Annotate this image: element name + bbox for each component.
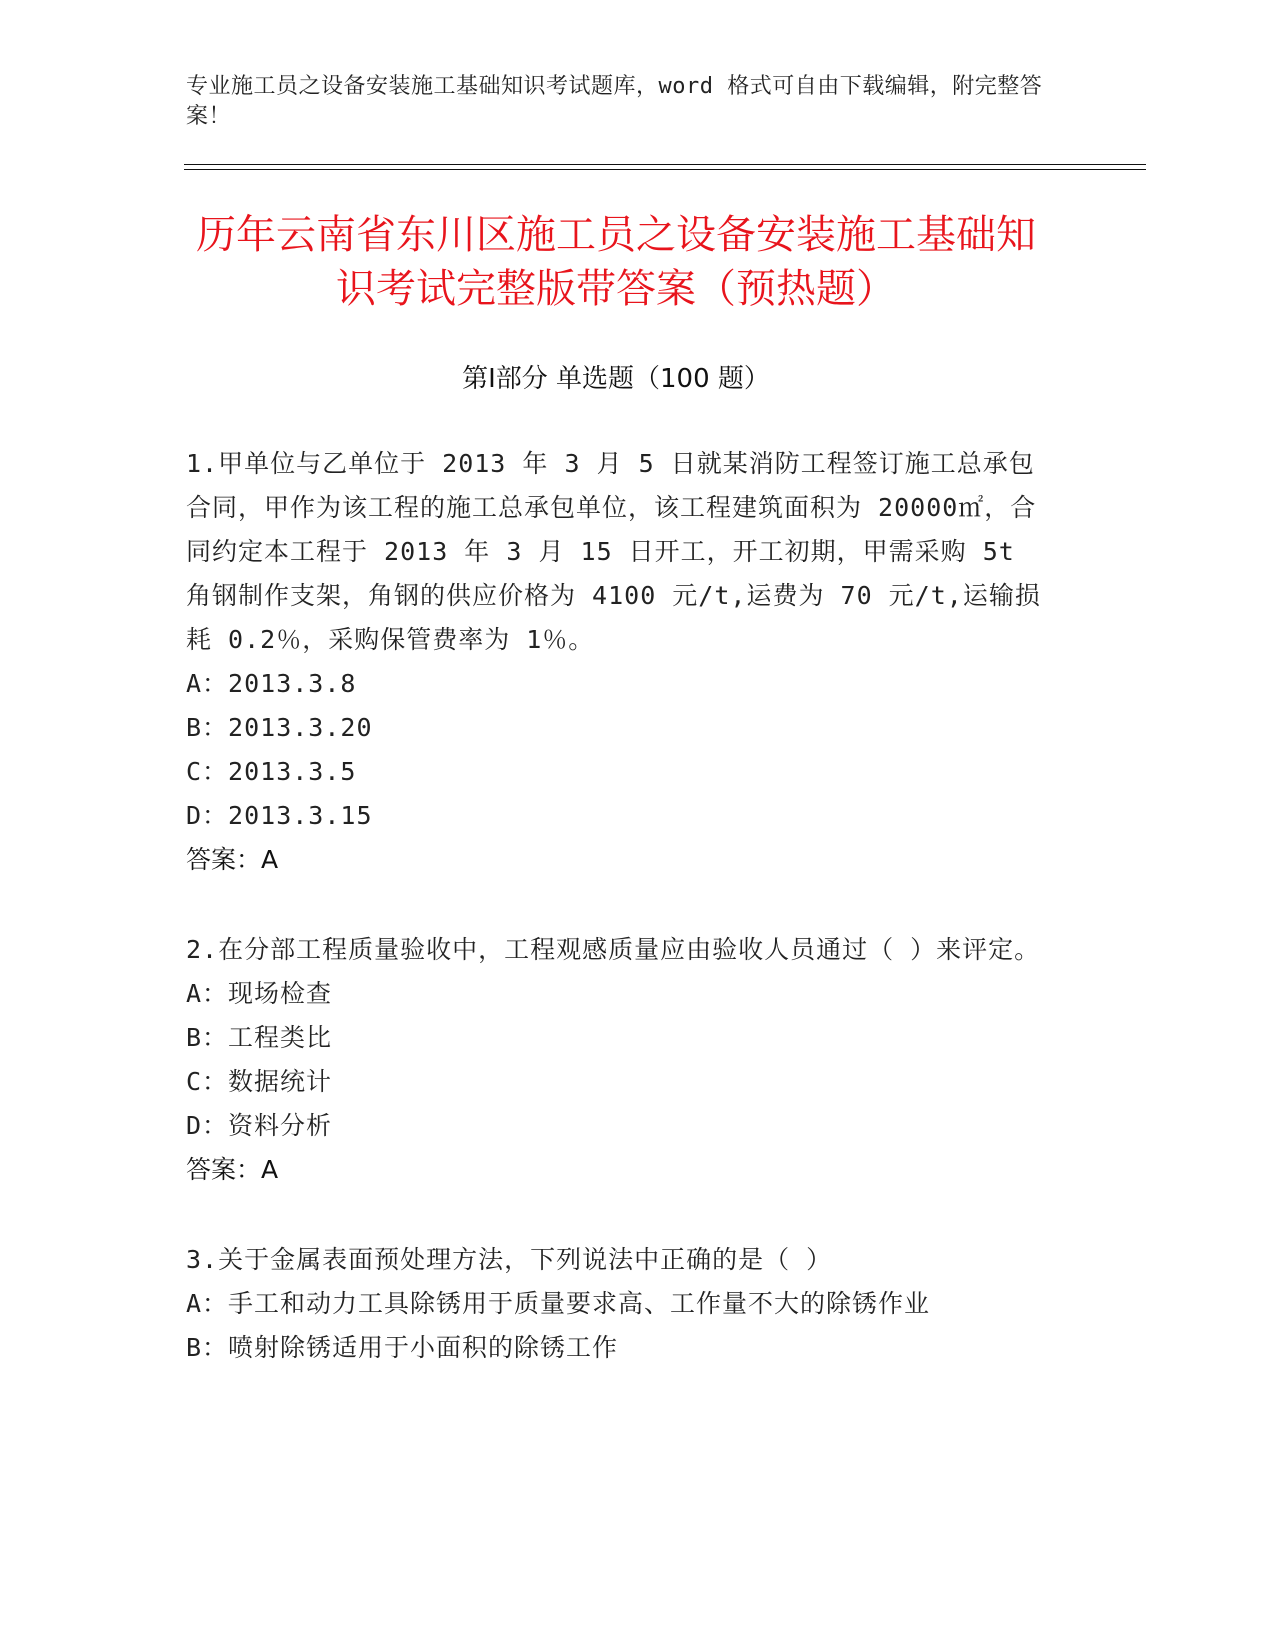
option-b: B：2013.3.20 [186,713,373,742]
option-b: B：工程类比 [186,1023,333,1052]
document-title: 历年云南省东川区施工员之设备安装施工基础知识考试完整版带答案（预热题） [196,212,1036,312]
header-rule-bottom [184,169,1146,170]
option-c: C：数据统计 [186,1067,333,1096]
question-stem: 1.甲单位与乙单位于 2013 年 3 月 5 日就某消防工程签订施工总承包合同，甲作为该工程的施工总承包单位，该工程建筑面积为 20000㎡，合同约定本工程于 2013 年 3 月 15 日开工，开工初期，甲需采购 5t 角钢制作支架，角钢的供应价格为 4100 元/t,运费为 70 元/t,运输损耗 0.2％，采购保管费率为 1％。 [186,449,1041,654]
question-3 [186,1238,1095,1370]
question-2 [186,928,1095,1192]
option-a: A：现场检查 [186,979,333,1008]
header-rules [184,164,1146,170]
answer: 答案：A [186,845,279,874]
answer: 答案：A [186,1155,279,1184]
question-stem: 2.在分部工程质量验收中，工程观感质量应由验收人员通过（ ）来评定。 [186,935,1041,964]
option-d: D：2013.3.15 [186,801,373,830]
question-stem: 3.关于金属表面预处理方法，下列说法中正确的是（ ） [186,1245,833,1274]
question-1 [186,442,1095,882]
section-title: 第Ⅰ部分 单选题（100 题） [462,364,770,394]
option-b: B：喷射除锈适用于小面积的除锈工作 [186,1333,619,1362]
option-a: A：手工和动力工具除锈用于质量要求高、工作量不大的除锈作业 [186,1289,931,1318]
option-a: A：2013.3.8 [186,669,357,698]
option-c: C：2013.3.5 [186,757,357,786]
header-note: 专业施工员之设备安装施工基础知识考试题库，word 格式可自由下载编辑，附完整答案！ [186,74,1043,129]
header-rule-top [184,164,1146,165]
option-d: D：资料分析 [186,1111,333,1140]
